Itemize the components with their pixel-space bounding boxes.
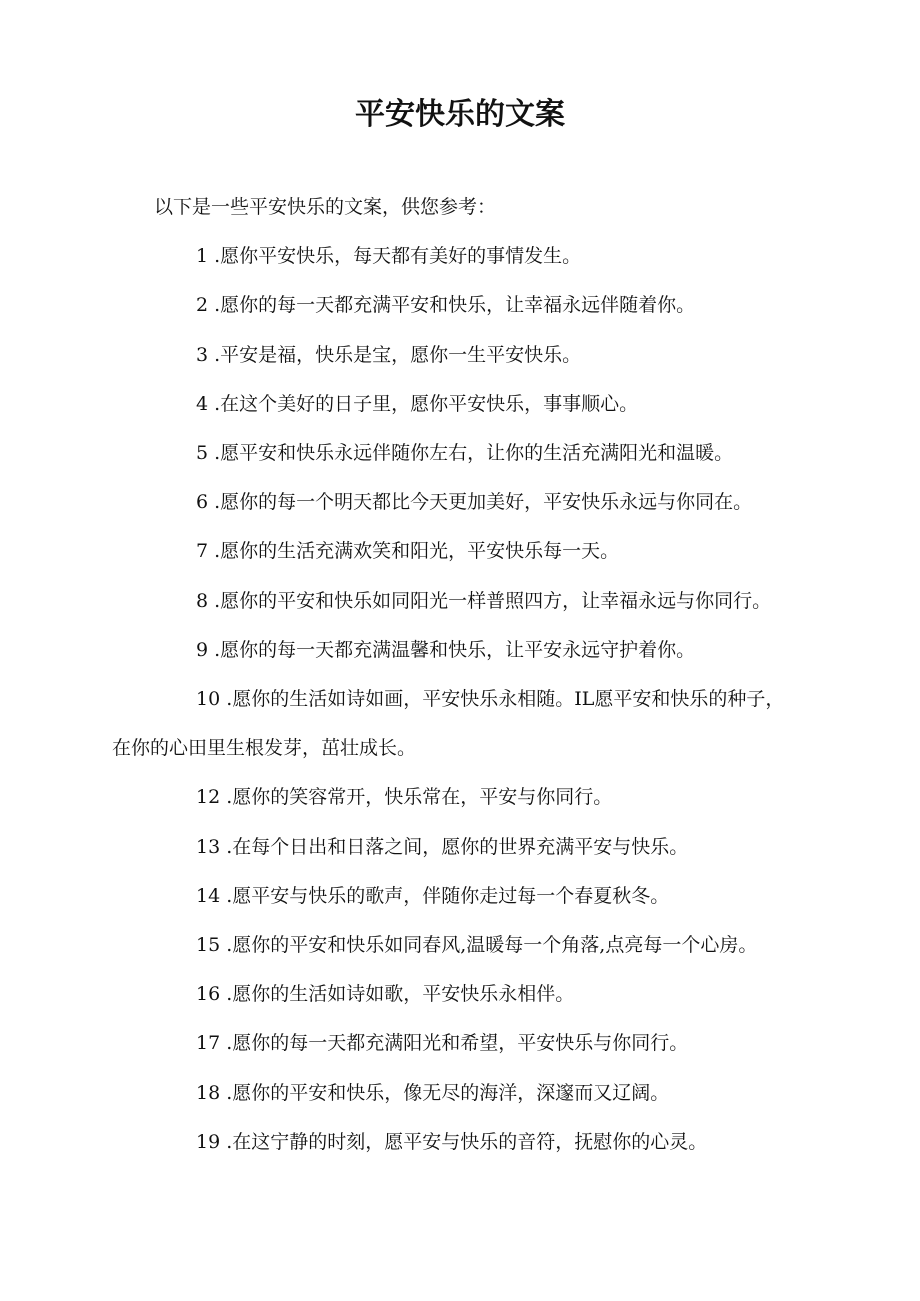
document-body — [112, 183, 792, 1167]
list-item — [112, 429, 792, 478]
list-item — [112, 478, 792, 527]
item-text: . 在这个美好的日子里，愿你平安快乐，事事顺心。 — [214, 393, 638, 415]
list-item — [112, 527, 792, 576]
item-text: . 愿你的每一个明天都比今天更加美好，平安快乐永远与你同在。 — [214, 491, 752, 513]
item-text: . 愿你的每一天都充满温馨和快乐，让平安永远守护着你。 — [214, 639, 695, 661]
list-item — [112, 281, 792, 330]
item-number: 16 — [196, 983, 221, 1006]
item-number: 10 — [196, 688, 221, 711]
list-item — [112, 675, 792, 773]
item-text: . 平安是福，快乐是宝，愿你一生平安快乐。 — [214, 344, 581, 366]
item-number: 18 — [196, 1081, 221, 1104]
item-text: . 愿你的平安和快乐如同阳光一样普照四方，让幸福永远与你同行。 — [214, 590, 771, 612]
list-item — [112, 331, 792, 380]
item-number: 17 — [196, 1032, 221, 1055]
item-number: 14 — [196, 884, 221, 907]
list-item — [112, 1019, 792, 1068]
item-number: 6 — [196, 491, 209, 514]
item-number: 3 — [196, 343, 209, 366]
list-item — [112, 626, 792, 675]
item-text: . 愿平安与快乐的歌声，伴随你走过每一个春夏秋冬。 — [226, 885, 669, 907]
list-item — [112, 872, 792, 921]
item-text: . 在这宁静的时刻，愿平安与快乐的音符，抚慰你的心灵。 — [226, 1131, 707, 1153]
item-number: 1 — [196, 245, 209, 268]
intro-paragraph: 以下是一些平安快乐的文案，供您参考： — [154, 196, 497, 218]
item-text: . 愿你的平安和快乐如同春风,温暖每一个角落,点亮每一个心房。 — [226, 934, 757, 956]
item-text: . 愿你的笑容常开，快乐常在，平安与你同行。 — [226, 786, 612, 808]
list-item — [112, 380, 792, 429]
item-text: . 愿平安和快乐永远伴随你左右，让你的生活充满阳光和温暖。 — [214, 442, 733, 464]
item-text: . 在每个日出和日落之间，愿你的世界充满平安与快乐。 — [226, 836, 688, 858]
item-text: . 愿你的生活如诗如歌，平安快乐永相伴。 — [226, 983, 574, 1005]
item-number: 2 — [196, 294, 209, 317]
list-item — [112, 773, 792, 822]
item-number: 19 — [196, 1130, 221, 1153]
list-item — [112, 921, 792, 970]
list-item — [112, 1069, 792, 1118]
item-text: . 愿你的生活如诗如画，平安快乐永相随。IL愿平安和快乐的种子，在你的心田里生根发芽，茁壮成长。 — [112, 688, 784, 759]
list-item — [112, 970, 792, 1019]
item-number: 4 — [196, 392, 209, 415]
item-number: 8 — [196, 589, 209, 612]
item-number: 9 — [196, 638, 209, 661]
item-number: 5 — [196, 442, 209, 465]
list-item — [112, 1118, 792, 1167]
item-number: 12 — [196, 786, 221, 809]
item-text: . 愿你的平安和快乐，像无尽的海洋，深邃而又辽阔。 — [226, 1082, 669, 1104]
item-text: . 愿你平安快乐，每天都有美好的事情发生。 — [214, 245, 581, 267]
item-number: 13 — [196, 835, 221, 858]
item-text: . 愿你的每一天都充满平安和快乐，让幸福永远伴随着你。 — [214, 294, 695, 316]
document-title: 平安快乐的文案 — [355, 97, 565, 132]
item-number: 7 — [196, 540, 209, 563]
item-text: . 愿你的每一天都充满阳光和希望，平安快乐与你同行。 — [226, 1032, 688, 1054]
list-item — [112, 232, 792, 281]
list-item — [112, 823, 792, 872]
item-number: 15 — [196, 934, 221, 957]
item-text: . 愿你的生活充满欢笑和阳光，平安快乐每一天。 — [214, 540, 619, 562]
list-item — [112, 577, 792, 626]
